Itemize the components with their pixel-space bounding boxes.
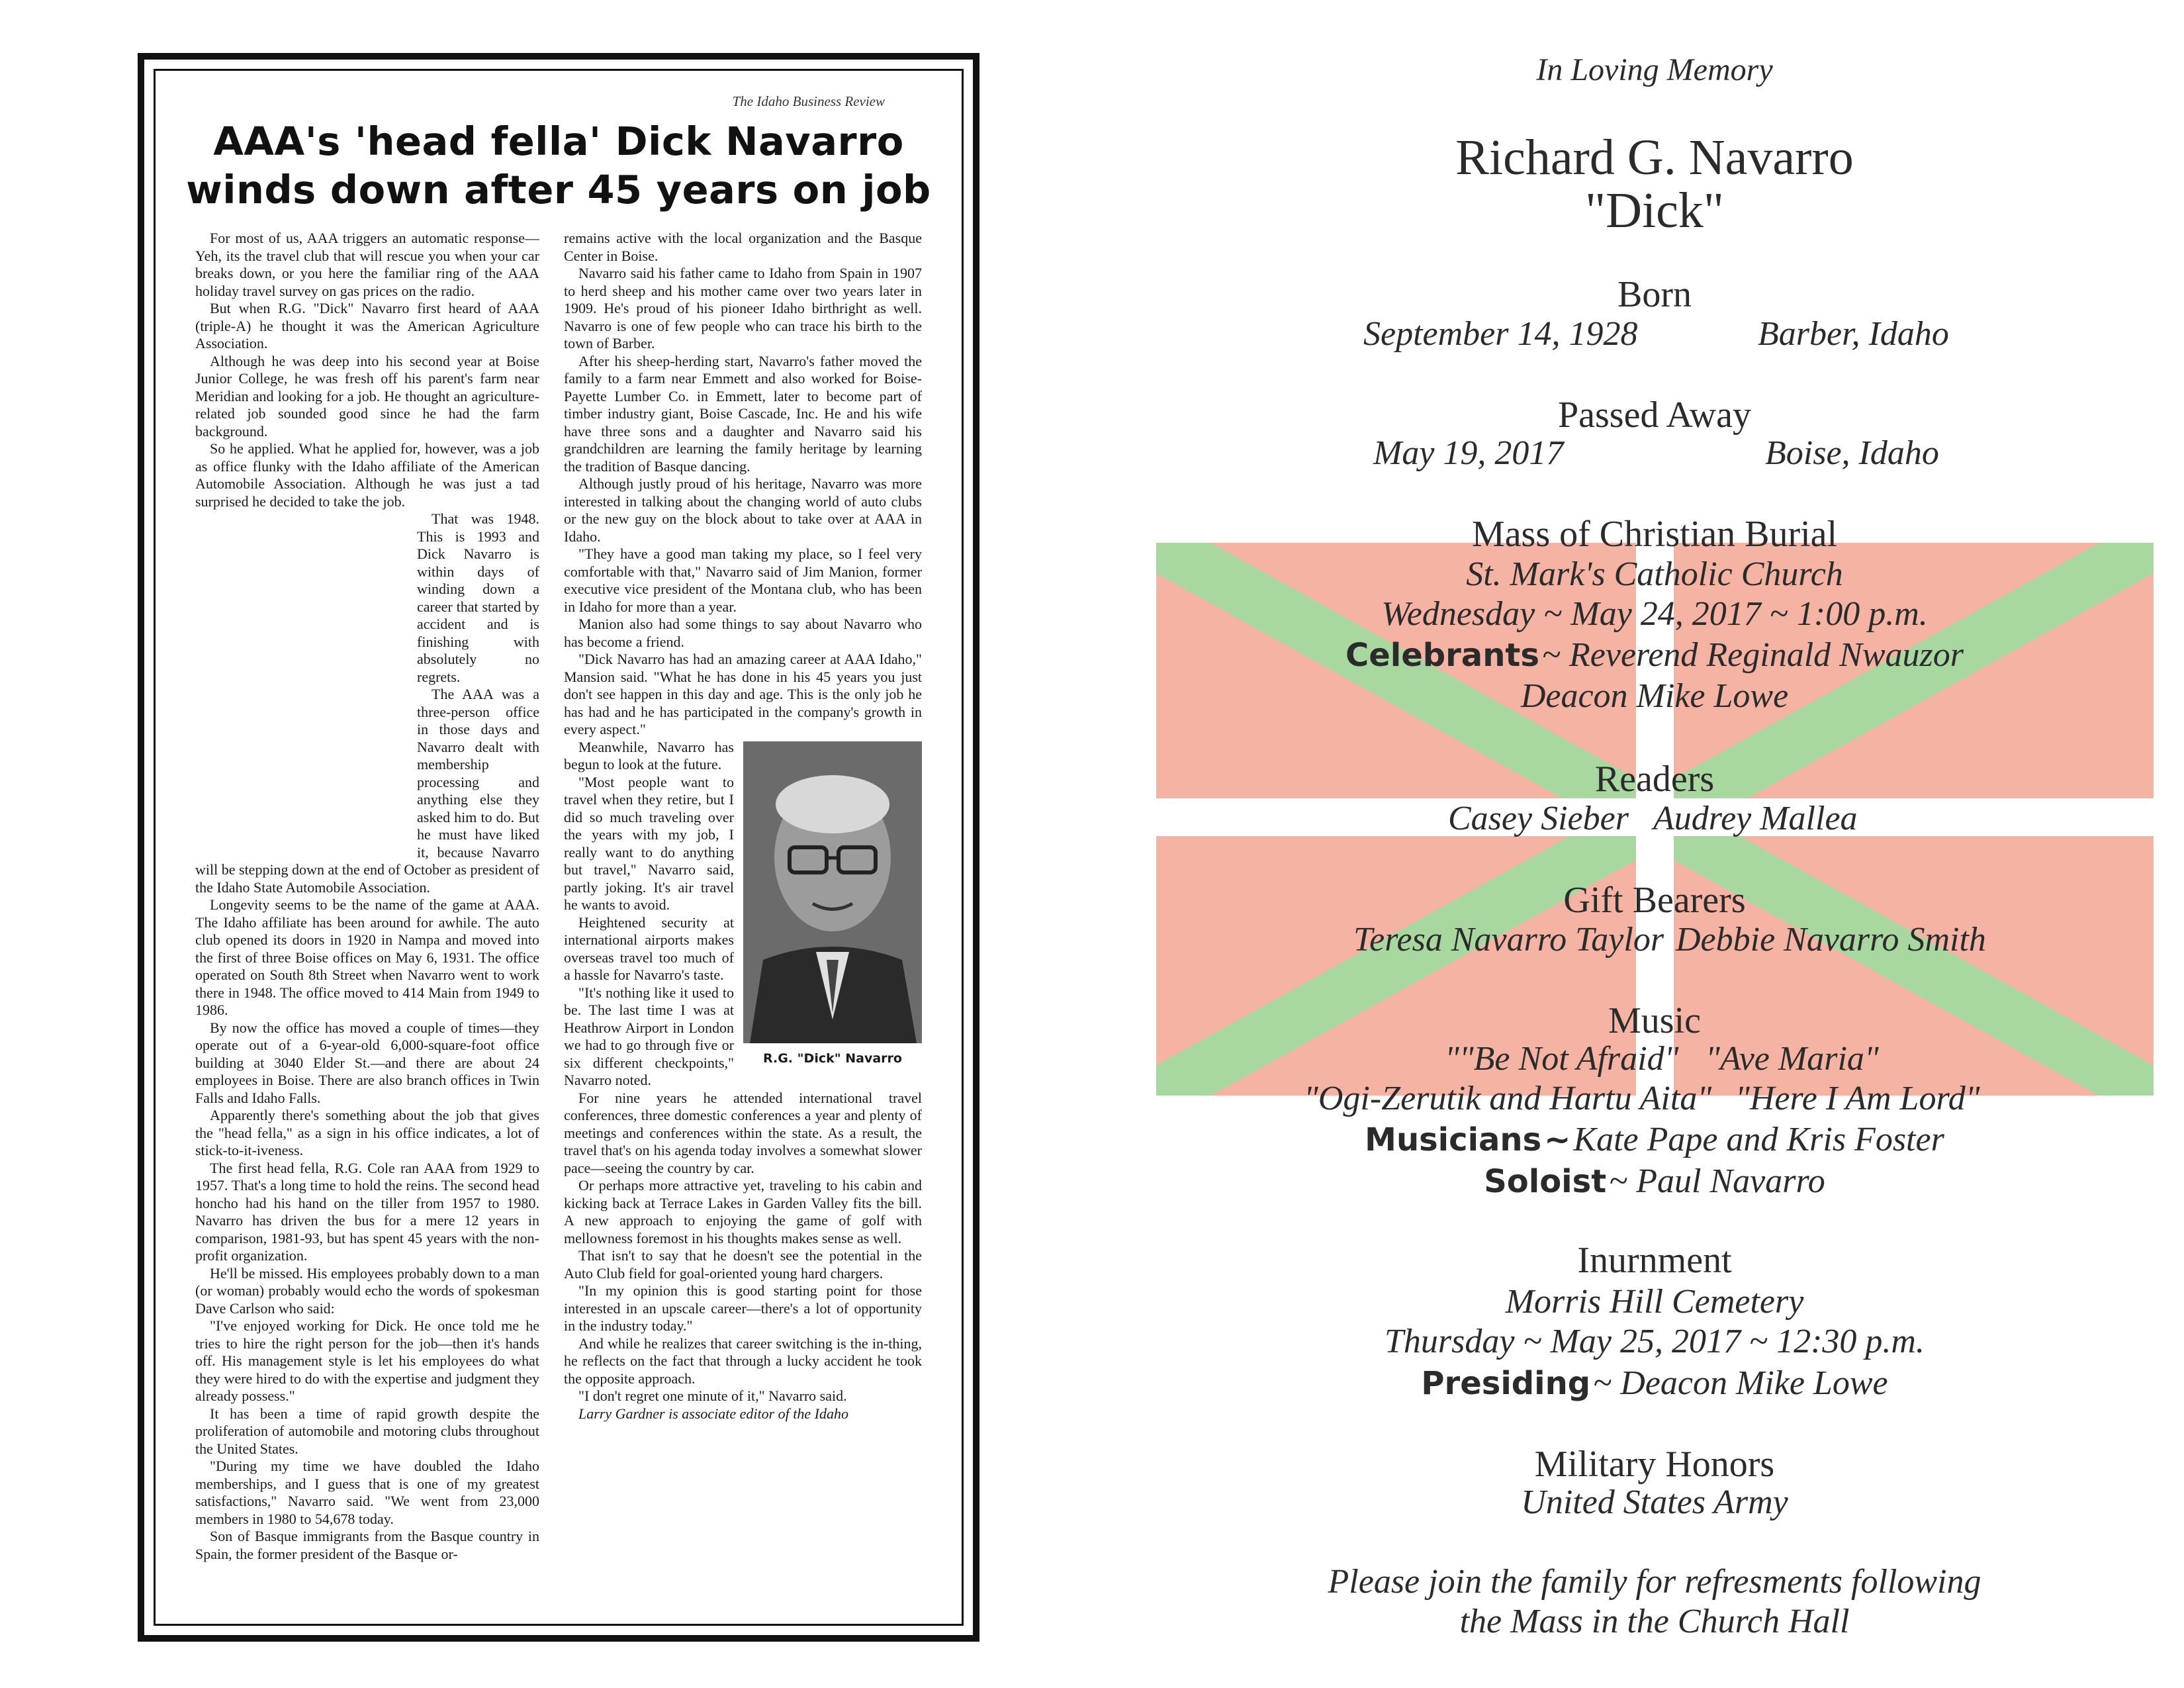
musicians-row xyxy=(1158,1120,2151,1159)
col1-para: "I've enjoyed working for Dick. He once told me he tries to hire the right person for the job—then it's hands off. His management style is let his employees do what they were hired to do with the expertise and judgment they already possess." xyxy=(195,1317,539,1404)
mass-church: St. Mark's Catholic Church xyxy=(1466,555,1843,593)
col2-para: Although justly proud of his heritage, Navarro was more interested in talking about the changing world of auto clubs or the new guy on the block about to take over at AAA in Idaho. xyxy=(564,475,922,545)
text-wrap-spacer xyxy=(195,510,417,848)
col1-para: For most of us, AAA triggers an automatic response—Yeh, its the travel club that will rescue you when your car breaks down, or you here the familiar ring of the AAA holiday travel survey on gas prices on the radio. xyxy=(195,230,539,299)
col1-para: Although he was deep into his second year at Boise Junior College, he was fresh off his parent's farm near Meridian and looking for a job. He thought an agriculture-related job sounded good since he had the farm background. xyxy=(195,352,539,440)
col2-para: For nine years he attended international travel conferences, three domestic conferences a year and plenty of meetings and conferences within the state. As a result, the travel that's on his agenda today involves a somewhat slower pace—seeing the country by car. xyxy=(564,1089,922,1176)
col2-para: Manion also had some things to say about Navarro who has become a friend. xyxy=(564,616,922,650)
article-headline xyxy=(156,117,962,214)
col1-para: It has been a time of rapid growth despite the proliferation of automobile and motoring clubs throughout the United States. xyxy=(195,1405,539,1457)
inurnment-place: Morris Hill Cemetery xyxy=(1505,1283,1804,1321)
soloist-row xyxy=(1158,1162,2151,1201)
col1-para: The first head fella, R.G. Cole ran AAA from 1929 to 1957. That's a long time to hold the reins. The second head honcho had his hand on the tiller from 1957 to 1980. Navarro has driven the bus for a mere 12 years in comparison, 1981-93, but has spent 45 years with the non-profit organization. xyxy=(195,1159,539,1264)
col1-para: "During my time we have doubled the Idaho memberships, and I guess that is one of my greatest satisfactions," Navarro said. "We went from 23,000 members in 1980 to 54,678 today. xyxy=(195,1458,539,1527)
mass-datetime: Wednesday ~ May 24, 2017 ~ 1:00 p.m. xyxy=(1381,595,1928,633)
col1-para: The AAA was a three-person office in those days and Navarro dealt with membership processing and anything else they asked him to do. But he must have liked it, because Navarro will be stepping down at the end of October as president of the Idaho State Automobile Association. xyxy=(195,686,539,896)
col1-para: By now the office has moved a couple of times—they operate out of a 6-year-old 6,000-square-foot office building at 3040 Elder St.—and there are about 24 employees in Boise. There are also branch offices in Twin Falls and Idaho Falls. xyxy=(195,1019,539,1106)
in-loving-memory: In Loving Memory xyxy=(1536,52,1773,87)
photo-caption: R.G. "Dick" Navarro xyxy=(763,1051,902,1066)
presiding-row xyxy=(1158,1364,2151,1403)
col2-para: "I don't regret one minute of it," Navarro said. xyxy=(578,1387,847,1404)
soloist-value: ~ Paul Navarro xyxy=(1609,1162,1825,1200)
music-selection: "Ogi-Zerutik and Hartu Aita" xyxy=(1304,1080,1712,1117)
col1-para: Apparently there's something about the job that gives the "head fella," as a sign in his office indicates, a lot of stick-to-it-iveness. xyxy=(195,1107,539,1158)
photo-block xyxy=(743,741,922,1068)
col2-para: After his sheep-herding start, Navarro's father moved the family to a farm near Emmett and also worked for Boise-Payette Lumber Co. in Emmett, later to become part of timber industry giant, Boise Cascade, Inc. He and his wife have three sons and a daughter and Navarro said his grandchildren are learning the family heritage by learning the tradition of Basque dancing. xyxy=(564,352,922,475)
newspaper-source: The Idaho Business Review xyxy=(732,93,885,109)
born-place: Barber, Idaho xyxy=(1758,315,1949,353)
article-column-1 xyxy=(195,230,539,1610)
col2-para: Meanwhile, Navarro has begun to look at the future. xyxy=(564,738,734,773)
music-selection: ""Be Not Afraid" xyxy=(1445,1040,1679,1078)
gift-bearer-name: Teresa Navarro Taylor xyxy=(1353,921,1664,959)
closing-line-1: Please join the family for refresments following xyxy=(1328,1563,1981,1601)
celebrants-second: Deacon Mike Lowe xyxy=(1520,677,1789,715)
passed-place: Boise, Idaho xyxy=(1765,434,1939,472)
col1-para: Son of Basque immigrants from the Basque country in Spain, the former president of the Basque or- xyxy=(195,1528,539,1562)
gift-bearers-heading: Gift Bearers xyxy=(1563,880,1746,921)
celebrants-label: Celebrants xyxy=(1345,637,1539,674)
article-column-2 xyxy=(564,230,922,1610)
col1-para: But when R.G. "Dick" Navarro first heard of AAA (triple-A) he thought it was the American Agriculture Association. xyxy=(195,300,539,352)
military-heading: Military Honors xyxy=(1534,1444,1775,1485)
passed-date: May 19, 2017 xyxy=(1373,434,1564,472)
col2-para: Heightened security at international airports makes overseas travel too much of a hassle for Navarro's taste. xyxy=(564,914,734,983)
closing-line-2: the Mass in the Church Hall xyxy=(1459,1603,1850,1640)
born-date: September 14, 1928 xyxy=(1363,315,1638,353)
portrait-illustration xyxy=(743,741,922,1043)
col2-para: "Dick Navarro has had an amazing career at AAA Idaho," Mansion said. "What he has done in his 45 years you just don't see happen in this day and age. This is the only job he has had and he has participated in the company's growth in every aspect." xyxy=(564,651,922,737)
newspaper-clipping xyxy=(138,53,979,1642)
headline-line-2: winds down after 45 years on job xyxy=(186,167,931,212)
gift-bearer-name: Debbie Navarro Smith xyxy=(1676,921,1986,959)
celebrants-value: ~ Reverend Reginald Nwauzor xyxy=(1541,636,1964,674)
inurnment-heading: Inurnment xyxy=(1577,1240,1732,1281)
passed-heading: Passed Away xyxy=(1558,395,1751,436)
presiding-label: Presiding xyxy=(1421,1365,1591,1402)
reader-name: Audrey Mallea xyxy=(1653,800,1858,837)
music-heading: Music xyxy=(1608,1000,1701,1041)
col2-para: That isn't to say that he doesn't see the potential in the Auto Club field for goal-oriented young hard chargers. xyxy=(564,1247,922,1282)
col2-para: "Most people want to travel when they retire, but I did so much traveling over the years with my job, I really want to do anything but travel," Navarro said, partly joking. It's air travel he wants to avoid. xyxy=(564,773,734,913)
mass-heading: Mass of Christian Burial xyxy=(1471,514,1838,555)
deceased-name: Richard G. Navarro xyxy=(1455,130,1854,185)
col2-para: "In my opinion this is good starting point for those interested in an upscale career—there's a lot of opportunity in the industry today." xyxy=(564,1282,922,1334)
col1-para: He'll be missed. His employees probably down to a man (or woman) probably would echo the words of spokesman Dave Carlson who said: xyxy=(195,1264,539,1317)
musicians-value: Kate Pape and Kris Foster xyxy=(1573,1121,1944,1158)
military-value: United States Army xyxy=(1521,1483,1788,1521)
col2-para: "They have a good man taking my place, so I feel very comfortable with that," Navarro said of Jim Manion, former executive vice president of the Montana club, who has been in Idaho for more than a year. xyxy=(564,545,922,615)
col1-para: So he applied. What he applied for, however, was a job as office flunky with the Idaho affiliate of the American Automobile Association. Although he was just a tad surprised he decided to take the job. xyxy=(195,440,539,510)
inurnment-datetime: Thursday ~ May 25, 2017 ~ 12:30 p.m. xyxy=(1384,1323,1925,1360)
readers-heading: Readers xyxy=(1594,759,1715,800)
col2-para: Navarro said his father came to Idaho from Spain in 1907 to herd sheep and his mother came over two years later in 1909. He's proud of his pioneer Idaho birthright as well. Navarro is one of few people who can trace his birth to the town of Barber. xyxy=(564,265,922,352)
soloist-label: Soloist xyxy=(1484,1163,1607,1200)
headline-line-1: AAA's 'head fella' Dick Navarro xyxy=(213,118,904,164)
reader-name: Casey Sieber xyxy=(1448,800,1629,837)
music-selection: "Here I Am Lord" xyxy=(1735,1080,1980,1117)
musicians-label: Musicians xyxy=(1365,1121,1542,1158)
col2-para: remains active with the local organization and the Basque Center in Boise. xyxy=(564,230,922,264)
musicians-separator: ~ xyxy=(1544,1121,1571,1158)
col2-para: Or perhaps more attractive yet, traveling to his cabin and kicking back at Terrace Lakes in Garden Valley fits the bill. A new approach to enjoying the game of golf with mellowness foremost in his thoughts makes sense as well. xyxy=(564,1177,922,1246)
presiding-value: ~ Deacon Mike Lowe xyxy=(1593,1364,1888,1402)
col2-para: And while he realizes that career switching is the in-thing, he reflects on the fact that through a lucky accident he took the opposite approach. xyxy=(564,1335,922,1387)
col1-para: That was 1948. This is 1993 and Dick Navarro is within days of winding down a career that started by accident and is finishing with absolutely no regrets. xyxy=(417,510,539,685)
portrait-photo xyxy=(743,741,922,1043)
music-selection: "Ave Maria" xyxy=(1706,1040,1879,1078)
deceased-nickname: "Dick" xyxy=(1585,183,1724,238)
col1-para: Longevity seems to be the name of the game at AAA. The Idaho affiliate has been around for awhile. The auto club opened its doors in 1920 in Nampa and moved into the first of three Boise offices on May 6, 1931. The office operated on South 8th Street when Navarro went to work there in 1948. The office moved to 414 Main from 1949 to 1986. xyxy=(195,896,539,1018)
article-byline: Larry Gardner is associate editor of the Idaho xyxy=(578,1405,848,1422)
clipping-inner-border xyxy=(154,69,964,1626)
col2-para: "It's nothing like it used to be. The last time I was at Heathrow Airport in London we had to go through five or six different checkpoints," Navarro noted. xyxy=(564,984,734,1088)
born-heading: Born xyxy=(1617,274,1692,315)
celebrants-row xyxy=(1158,635,2151,675)
